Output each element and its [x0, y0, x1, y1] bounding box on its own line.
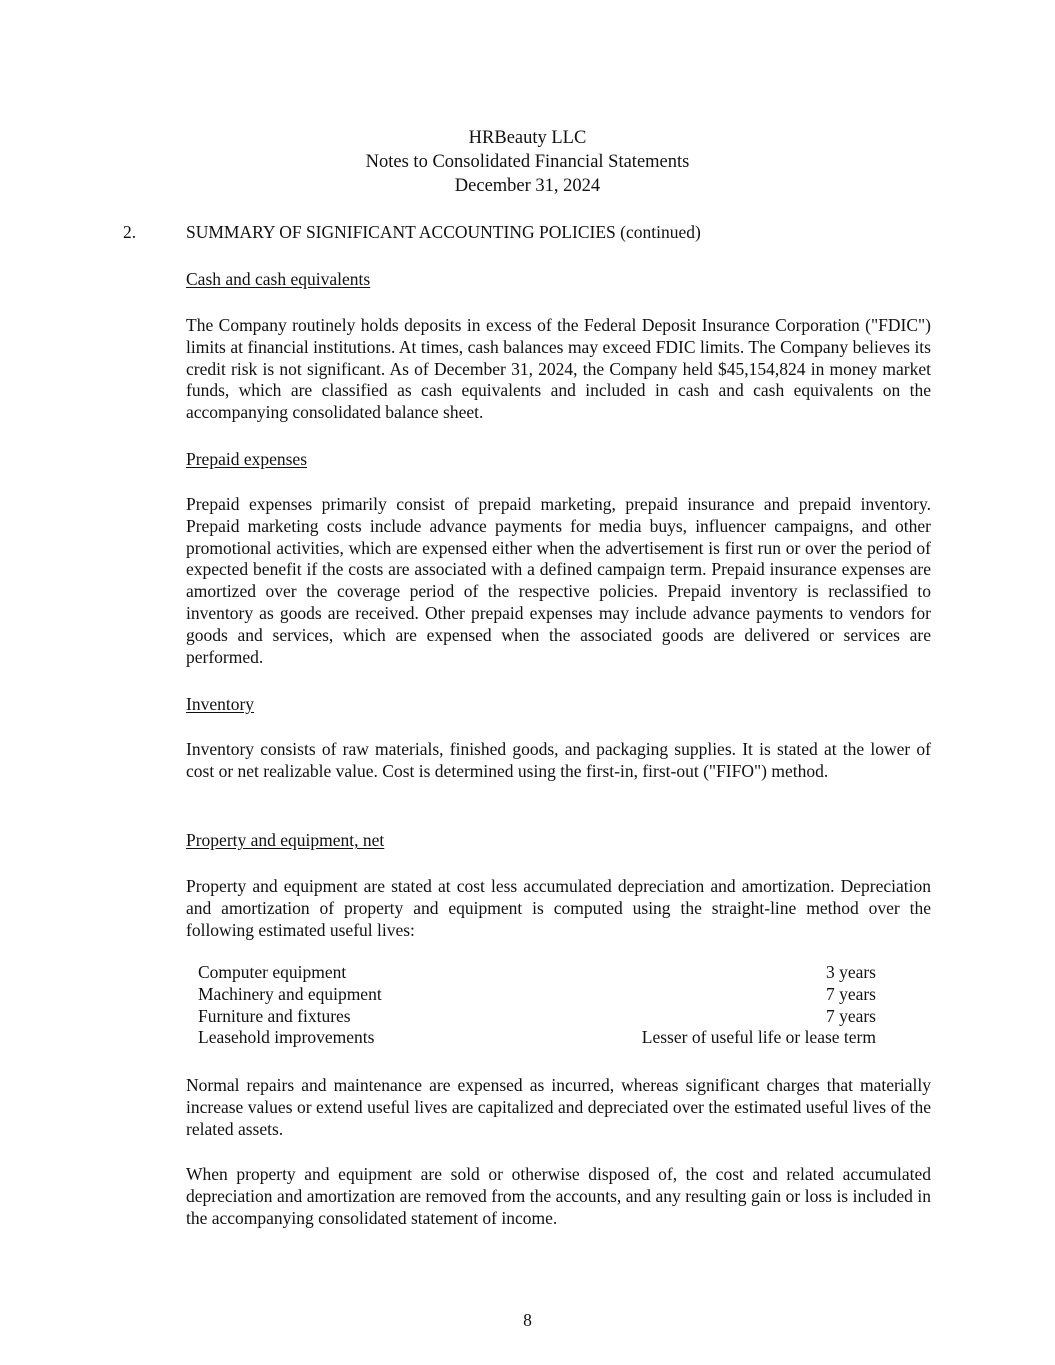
repairs-paragraph: Normal repairs and maintenance are expensed as incurred, whereas significant charges that materially increase values or extend useful lives are capitalized and depreciated over the estimated useful lives of the related assets. [186, 1075, 931, 1139]
page-number: 8 [523, 1310, 532, 1330]
asset-name: Leasehold improvements [198, 1027, 375, 1048]
useful-life-row [198, 984, 876, 1006]
section-number: 2. [123, 222, 137, 242]
asset-life: Lesser of useful life or lease term [641, 1027, 876, 1048]
prepaid-paragraph: Prepaid expenses primarily consist of prepaid marketing, prepaid insurance and prepaid inventory. Prepaid marketing costs include advance payments for media buys, influencer campaigns, and other promotional activities, which are expensed either when the advertisement is first run or over the period of expected benefit if the costs are associated with a defined campaign term. Prepaid insurance expenses are amortized over the coverage period of the respective policies. Prepaid inventory is reclassified to inventory as goods are received. Other prepaid expenses may include advance payments to vendors for goods and services, which are expensed when the associated goods are delivered or services are performed. [186, 494, 931, 667]
useful-life-row [198, 962, 876, 984]
useful-lives-table [198, 962, 876, 1049]
property-intro-paragraph: Property and equipment are stated at cost less accumulated depreciation and amortization. Depreciation and amortization of property and equipment is computed using the straight-line method over the following estimated useful lives: [186, 876, 931, 940]
section-heading [123, 221, 923, 243]
company-name: HRBeauty LLC [468, 128, 587, 148]
document-date: December 31, 2024 [454, 176, 601, 196]
document-header [0, 126, 1055, 198]
asset-name: Computer equipment [198, 962, 347, 982]
inventory-heading: Inventory [186, 694, 255, 714]
useful-life-row [198, 1027, 876, 1049]
asset-life: 7 years [825, 983, 876, 1004]
asset-life: 3 years [825, 962, 876, 982]
asset-name: Furniture and fixtures [198, 1005, 351, 1026]
disposal-paragraph: When property and equipment are sold or otherwise disposed of, the cost and related accumulated depreciation and amortization are removed from the accounts, and any resulting gain or loss is included in the accompanying consolidated statement of income. [186, 1164, 931, 1228]
section-title: SUMMARY OF SIGNIFICANT ACCOUNTING POLICIES (continued) [186, 222, 701, 242]
useful-life-row [198, 1006, 876, 1028]
document-title: Notes to Consolidated Financial Statements [365, 152, 690, 172]
property-heading: Property and equipment, net [186, 830, 385, 850]
prepaid-heading: Prepaid expenses [186, 449, 308, 469]
cash-heading: Cash and cash equivalents [186, 269, 371, 289]
asset-life: 7 years [825, 1005, 876, 1026]
asset-name: Machinery and equipment [198, 983, 382, 1004]
inventory-paragraph: Inventory consists of raw materials, finished goods, and packaging supplies. It is stated at the lower of cost or net realizable value. Cost is determined using the first-in, first-out ("FIFO") method. [186, 739, 931, 781]
cash-paragraph: The Company routinely holds deposits in excess of the Federal Deposit Insurance Corporation ("FDIC") limits at financial institutions. At times, cash balances may exceed FDIC limits. The Company believes its credit risk is not significant. As of December 31, 2024, the Company held $45,154,824 in money market funds, which are classified as cash equivalents and included in cash and cash equivalents on the accompanying consolidated balance sheet. [186, 315, 931, 423]
